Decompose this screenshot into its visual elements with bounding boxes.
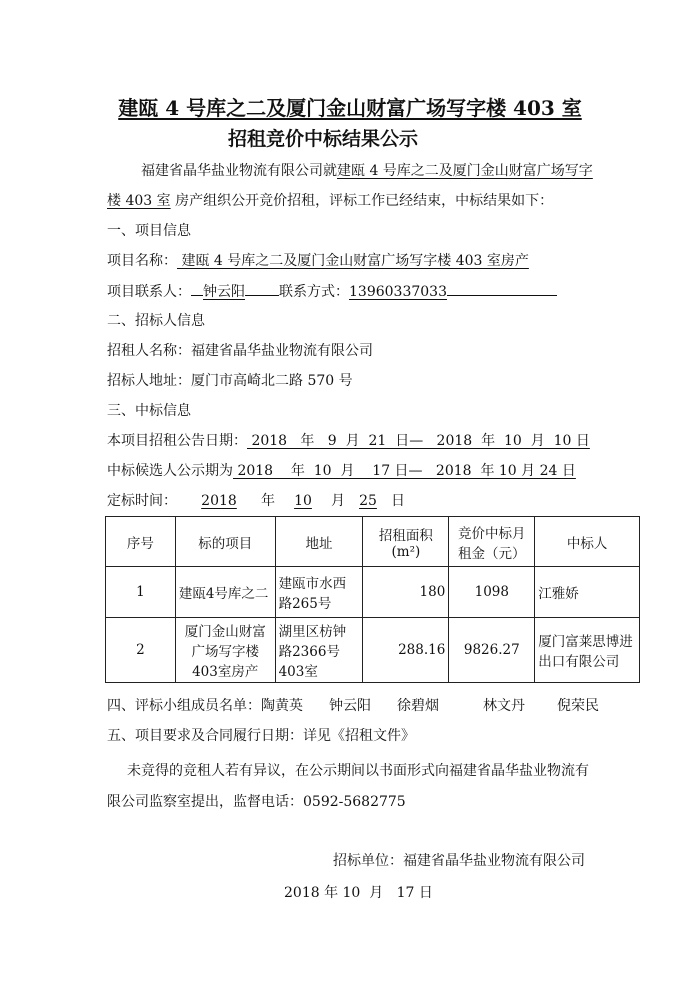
lessor-row bbox=[107, 340, 373, 360]
award-label: 定标时间： bbox=[107, 493, 177, 509]
member-name: 倪荣民 bbox=[557, 698, 599, 714]
award-month-unit: 月 bbox=[331, 493, 345, 509]
cell-item: 厦门金山财富广场写字楼403室房产 bbox=[175, 618, 275, 683]
announce-label: 本项目招租公告日期： bbox=[107, 433, 247, 449]
award-month: 10 bbox=[294, 493, 312, 509]
intro-line-2 bbox=[107, 190, 553, 210]
contact-value: 钟云阳 bbox=[203, 284, 245, 300]
member-name: 林文丹 bbox=[483, 698, 525, 714]
signature-unit-label: 招标单位： bbox=[333, 853, 403, 869]
members-row bbox=[107, 695, 599, 715]
underline-pad bbox=[191, 280, 203, 296]
table-header-row bbox=[106, 517, 640, 567]
announce-row bbox=[107, 430, 590, 450]
award-day-unit: 日 bbox=[391, 493, 405, 509]
cell-winner: 厦门富莱思博进出口有限公司 bbox=[535, 618, 640, 683]
underline-pad bbox=[245, 280, 279, 296]
cell-item: 建瓯4号库之二 bbox=[175, 567, 275, 618]
header-area bbox=[363, 517, 449, 567]
page-subtitle: 招租竞价中标结果公示 bbox=[228, 128, 419, 150]
candidate-row bbox=[107, 460, 576, 480]
member-name: 徐碧烟 bbox=[397, 698, 439, 714]
address-value: 厦门市高崎北二路 570 号 bbox=[191, 373, 353, 389]
intro-text-cont: 房产组织公开竞价招租，评标工作已经结束，中标结果如下： bbox=[170, 193, 554, 209]
cell-rent: 1098 bbox=[449, 567, 535, 618]
cell-area: 288.16 bbox=[363, 618, 449, 683]
signature-unit-value: 福建省晶华盐业物流有限公司 bbox=[403, 853, 585, 869]
header-area-label: 招租面积 bbox=[378, 527, 433, 544]
intro-project-cont: 楼 403 室 bbox=[107, 193, 171, 209]
contact-row bbox=[107, 280, 557, 301]
cell-no: 2 bbox=[106, 618, 176, 683]
result-table bbox=[105, 516, 640, 683]
project-name-label: 项目名称： bbox=[107, 253, 177, 269]
phone-label: 联系方式： bbox=[279, 284, 349, 300]
page-title: 建瓯 4 号库之二及厦门金山财富广场写字楼 403 室 bbox=[118, 96, 582, 120]
section-1-heading: 一、项目信息 bbox=[107, 223, 191, 239]
table-row bbox=[106, 567, 640, 618]
header-winner: 中标人 bbox=[535, 517, 640, 567]
project-name-row bbox=[107, 250, 529, 270]
cell-area: 180 bbox=[363, 567, 449, 618]
cell-address: 湖里区枋钟路2366号403室 bbox=[275, 618, 363, 683]
contact-label: 项目联系人： bbox=[107, 284, 191, 300]
candidate-value: 2018 年 10 月 17 日— 2018 年 10 月 24 日 bbox=[233, 463, 576, 479]
award-day: 25 bbox=[359, 493, 377, 509]
signature-date: 2018 年 10 月 17 日 bbox=[284, 885, 433, 901]
candidate-label: 中标候选人公示期为 bbox=[107, 463, 233, 479]
cell-no: 1 bbox=[106, 567, 176, 618]
intro-project: 建瓯 4 号库之二及厦门金山财富广场写字 bbox=[337, 163, 593, 179]
objection-line-2: 限公司监察室提出，监督电话：0592-5682775 bbox=[107, 794, 406, 810]
header-area-unit: (m²) bbox=[391, 543, 421, 560]
announce-value: 2018 年 9 月 21 日— 2018 年 10 月 10 日 bbox=[247, 433, 590, 449]
underline-pad bbox=[447, 280, 557, 296]
section-3-heading: 三、中标信息 bbox=[107, 403, 191, 419]
table-row bbox=[106, 618, 640, 683]
phone-value: 13960337033 bbox=[349, 284, 447, 300]
award-row bbox=[107, 490, 405, 510]
award-year: 2018 bbox=[201, 493, 237, 509]
header-no: 序号 bbox=[106, 517, 176, 567]
cell-address: 建瓯市水西路265号 bbox=[275, 567, 363, 618]
intro-text: 福建省晶华盐业物流有限公司就 bbox=[141, 163, 337, 179]
header-item: 标的项目 bbox=[175, 517, 275, 567]
lessor-label: 招租人名称： bbox=[107, 343, 191, 359]
cell-winner: 江雅娇 bbox=[535, 567, 640, 618]
signature-unit bbox=[333, 850, 585, 870]
address-label: 招标人地址： bbox=[107, 373, 191, 389]
project-name-value: 建瓯 4 号库之二及厦门金山财富广场写字楼 403 室房产 bbox=[177, 253, 529, 269]
lessor-value: 福建省晶华盐业物流有限公司 bbox=[191, 343, 373, 359]
intro-line-1 bbox=[141, 160, 593, 180]
objection-line-1: 未竞得的竞租人若有异议，在公示期间以书面形式向福建省晶华盐业物流有 bbox=[127, 763, 589, 779]
member-name: 陶黄英 bbox=[261, 698, 303, 714]
section-4-heading: 四、评标小组成员名单： bbox=[107, 698, 261, 714]
address-row bbox=[107, 370, 353, 390]
award-year-unit: 年 bbox=[261, 493, 275, 509]
cell-rent: 9826.27 bbox=[449, 618, 535, 683]
header-rent: 竞价中标月租金（元） bbox=[449, 517, 535, 567]
section-2-heading: 二、招标人信息 bbox=[107, 313, 205, 329]
section-5-heading: 五、项目要求及合同履行日期：详见《招租文件》 bbox=[107, 728, 415, 744]
member-name: 钟云阳 bbox=[329, 698, 371, 714]
header-address: 地址 bbox=[275, 517, 363, 567]
